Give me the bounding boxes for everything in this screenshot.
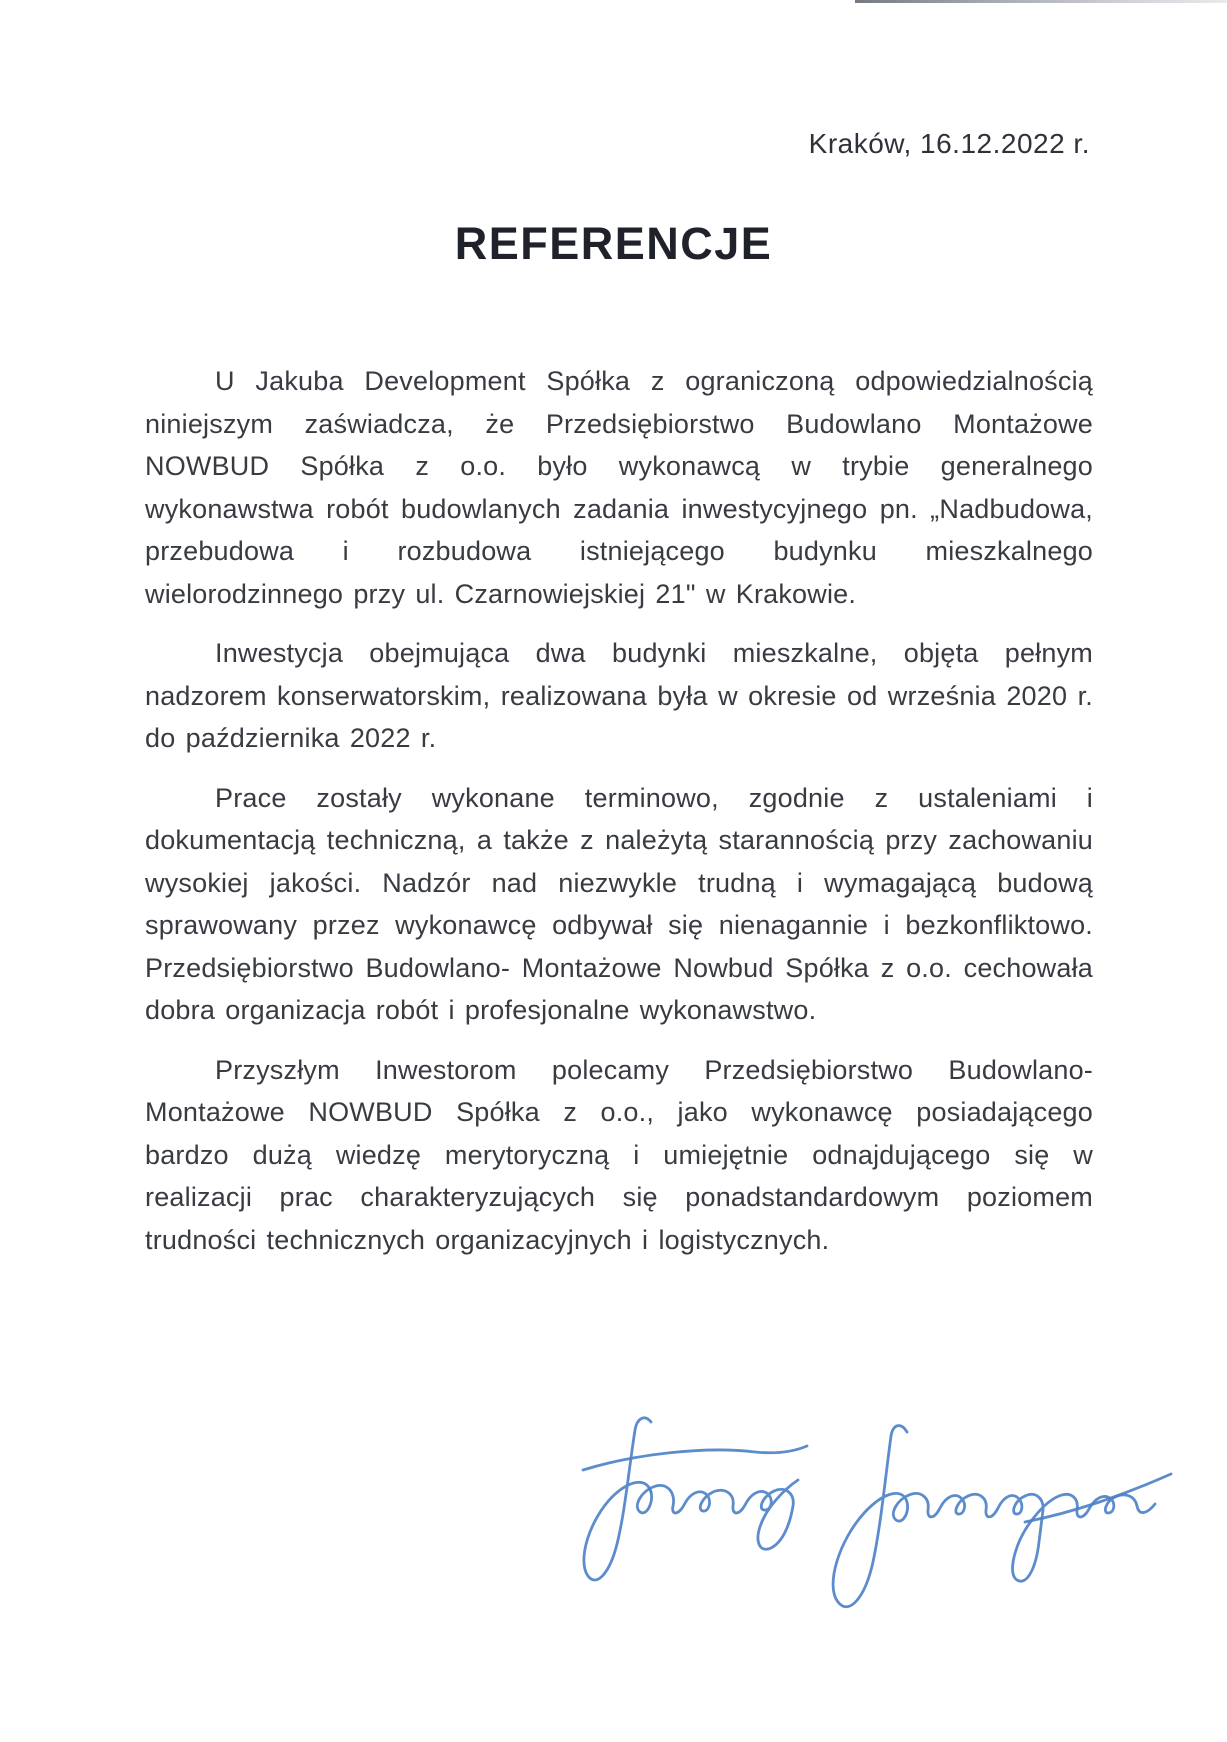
body-paragraph: Prace zostały wykonane terminowo, zgodnie z ustaleniami i dokumentacją techniczną, a także z należytą starannością przy zachowaniu wysokiej jakości. Nadzór nad niezwykle trudną i wymagającą budową sprawowany przez wykonawcę odbywał się nienagannie i bezkonfliktowo. Przedsiębiorstwo Budowlano- Montażowe Nowbud Spółka z o.o. cechowała dobra organizacja robót i profesjonalne wykonawstwo. bbox=[145, 782, 1093, 1025]
letter-body bbox=[145, 360, 1093, 1261]
handwritten-signature bbox=[555, 1372, 1180, 1637]
scan-artifact-line bbox=[855, 0, 1227, 3]
body-paragraph: U Jakuba Development Spółka z ograniczoną odpowiedzialnością niniejszym zaświadcza, że Przedsiębiorstwo Budowlano Montażowe NOWBUD Spółka z o.o. było wykonawcą w trybie generalnego wykonawstwa robót budowlanych zadania inwestycyjnego pn. „Nadbudowa, przebudowa i rozbudowa istniejącego budynku mieszkalnego wielorodzinnego przy ul. Czarnowiejskiej 21" w Krakowie. bbox=[145, 366, 1093, 609]
body-paragraph: Inwestycja obejmująca dwa budynki mieszkalne, objęta pełnym nadzorem konserwatorskim, realizowana była w okresie od września 2020 r. do października 2022 r. bbox=[145, 638, 1093, 753]
document-title: REFERENCJE bbox=[454, 218, 773, 269]
date-line: Kraków, 16.12.2022 r. bbox=[808, 128, 1090, 159]
body-paragraph: Przyszłym Inwestorom polecamy Przedsiębiorstwo Budowlano- Montażowe NOWBUD Spółka z o.o., jako wykonawcę posiadającego bardzo dużą wiedzę merytoryczną i umiejętnie odnajdującego się w realizacji prac charakteryzujących się ponadstandardowym poziomem trudności technicznych organizacyjnych i logistycznych. bbox=[145, 1054, 1093, 1255]
